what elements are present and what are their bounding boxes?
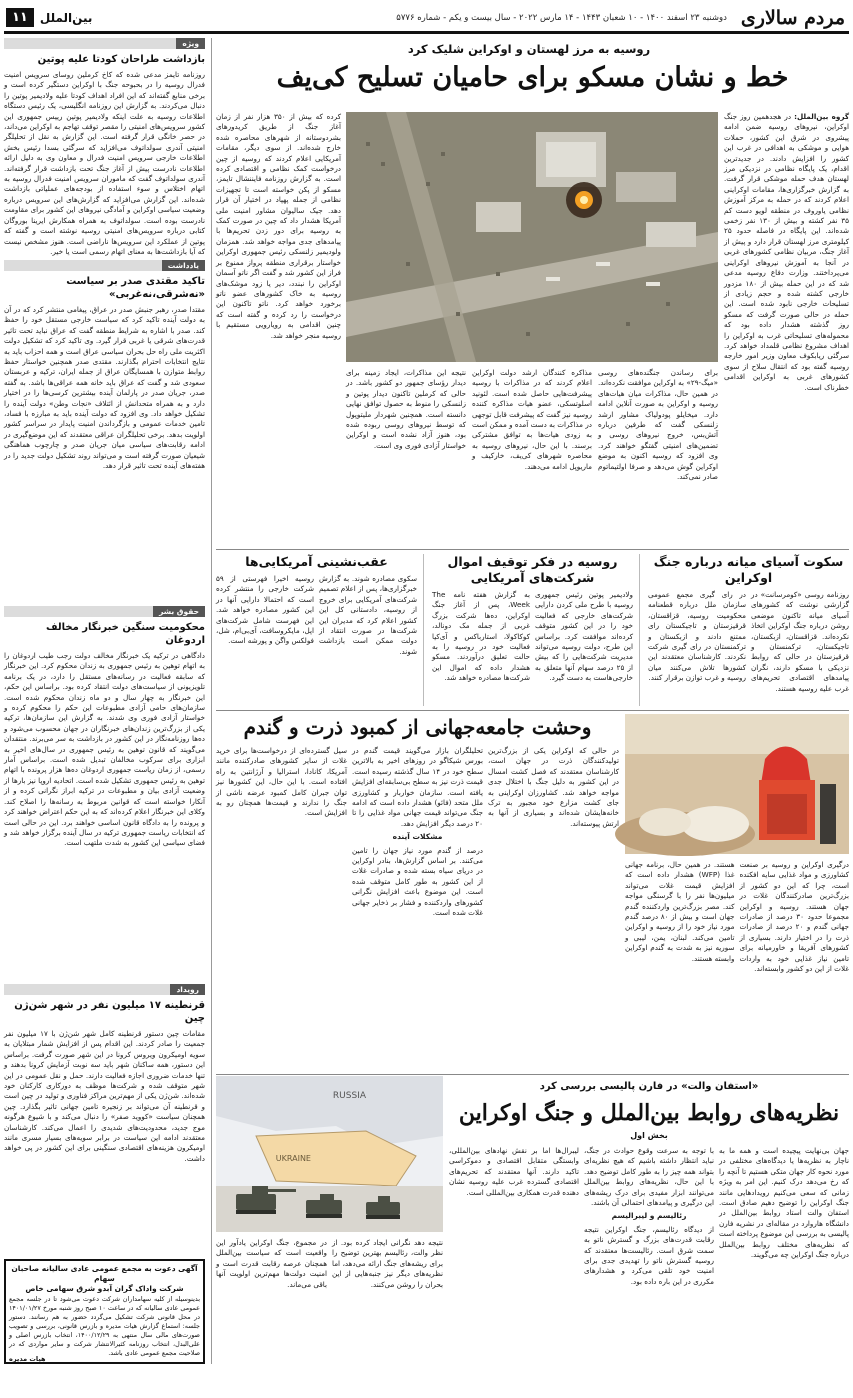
- article3-text: در حالی که اوکراین یکی از بزرگ‌ترین تولیدکنندگان ذرت در جهان است، کارشناسان معتقدند که فصل کشت امسال در این کشور به دلیل جنگ با اختلال جدی مواجه خواهد شد. کشاورزان اوکراینی به جای کشت مزارع خود مجبور به ترک خانه‌هایشان شده‌اند و بسیاری از آنها به ارتش پیوسته‌اند.: [488, 746, 619, 828]
- sidebar-title: بازداشت طراحان کودتا علیه پوتین: [37, 54, 205, 65]
- sidebar-block-event: [4, 984, 205, 1246]
- article1-text-under-3: نتیجه این مذاکرات، ایجاد زمینه برای دیدار رؤسای جمهور دو کشور باشد. در حالی که کرملین تاکنون دیدار پوتین و زلنسکی را منوط به حصول توافق نهایی دانسته است. همچنین شهردار ملیتوپول که توسط نیروهای روسی ربوده شده بود، هنوز آزاد نشده است و اوکراین خواستار آزادی فوری وی است.: [346, 368, 466, 450]
- notice-footer: هیات مدیره: [9, 1355, 46, 1363]
- sidebar-title: تاکید مقتدی صدر بر سیاست «نه‌شرقی،نه‌غربی»: [66, 276, 205, 300]
- article-text: سکوی مصادره شوند. به گزارش خبرگزاری‌ها، پس از اعلام تصمیم شرکت‌های آمریکایی برای خروج از روسیه، دادستانی کل این کشور اعلام کرد که مدیران این شرکت‌ها در صورت انتقاد از دولت ممکن است بازداشت شوند.: [319, 574, 417, 656]
- article-title: سکوت آسیای میانه درباره جنگ اوکراین: [653, 554, 844, 585]
- tag-bar: [4, 606, 205, 617]
- article1-under-photo: [346, 368, 718, 548]
- article3-text: هستند. در همین حال، برنامه جهانی غذا (WFP) هشدار داده است که افزایش قیمت غلات می‌تواند میلیون‌ها نفر را با گرسنگی مواجه کند. مصر بزرگ‌ترین واردکننده گندم جهان است و بیش از ۸۰ درصد گندم مورد نیاز خود را از روسیه و اوکراین تامین می‌کند. لبنان، یمن، لیبی و سوریه نیز به شدت به گندم اوکراین وابسته هستند.: [625, 860, 735, 963]
- sidebar-text: روزنامه تایمز مدعی شده که کاخ کرملین روسای سرویس امنیت فدرال روسیه را در بحبوحه جنگ با اوکراین دستگیر کرده است و برخی منابع گفته‌اند که این افراد اهداف کودتا علیه ولادیمیر پوتین را دنبال می‌کردند. به گزارش این روزنامه انگلیسی، یک رئیس دستگاه اطلاعات روسیه به علت اینکه ولادیمیر پوتین رییس جمهوری این کشور سرویس‌های امنیتی را مقصر توقف تهاجم به اوکراین می‌داند، در حصر خانگی قرار گرفته است. این گزارش به نقل از تحلیلگر امنیتی آندری سولداتوف می‌افزاید که سرگئی بسدا رئیس بخش اطلاعات خارجی سرویس امنیت فدرال و معاون وی به دلیل ارائه اطلاعات نادرست پیش از آغاز جنگ تحت بازداشت قرار گرفته‌اند. آندری سولداتوف گفت که ماموران سرویس امنیت فدرال روسیه به اتهام اختلاس و سوء استفاده از بودجه‌های عملیاتی بازداشت شده‌اند. این گزارش می‌افزاید که گزارش‌های این سرویس درباره وضعیت سیاسی اوکراین و آمادگی نیروهای این کشور برای مقاومت نادرست بوده است. سولداتوف به همراه همکارش ایرینا بوروگان کتابی درباره سرویس‌های امنیتی روسیه نوشته است و گفته که پوتین از عملکرد این سرویس‌ها ناراضی است. هنوز مشخص نیست که آیا بازداشت‌ها به معنای اتهام رسمی است یا خیر.: [4, 70, 205, 256]
- article4-kicker: «استفان والت» در فارن پالیسی بررسی کرد: [539, 1081, 759, 1092]
- notice-body: بدینوسیله از کلیه سهامداران شرکت دعوت می‌شود تا در جلسه مجمع عمومی عادی سالیانه که در ساعت ۱۰ صبح روز شنبه مورخ ۱۴۰۱/۰۱/۲۷ در محل قانونی شرکت تشکیل می‌گردد حضور به هم رسانند. دستور جلسه: استماع گزارش هیات مدیره و بازرس قانونی، بررسی و تصویب صورت‌های مالی سال منتهی به ۱۴۰۰/۱۲/۲۹، انتخاب بازرس اصلی و علی‌البدل، انتخاب روزنامه کثیرالانتشار شرکت و سایر مواردی که در صلاحیت مجمع عمومی عادی باشد.: [9, 1295, 200, 1357]
- shareholder-notice: [4, 1259, 205, 1364]
- article-title: عقب‌نشینی آمریکایی‌ها: [245, 554, 388, 569]
- ukraine-map-tanks-image: [216, 1076, 443, 1232]
- article3-title: وحشت جامعه‌جهانی از کمبود ذرت و گندم: [243, 715, 592, 739]
- map-label-ukraine: UKRAINE: [275, 1154, 311, 1163]
- sidebar: [4, 38, 212, 1364]
- divider: [216, 710, 849, 711]
- article4-text: نتیجه دهد نگرانی ایجاد کرده بود. از نظر والت، رئالیسم بهترین توضیح را برای ریشه‌های جنگ ارائه می‌دهد، اما نظریه‌های دیگر نیز جنبه‌هایی از این بحران را روشن می‌کنند.: [332, 1238, 443, 1289]
- article4-text: جهان بی‌نهایت پیچیده است و همه ما به ناچار به نظریه‌ها یا دیدگاه‌های مختلفی در مورد نحوه کار جهان متکی هستیم تا آنچه را که رخ می‌دهد درک کنیم. این امر به ویژه زمانی که سعی می‌کنیم رویدادهایی مانند جنگ اوکراین را توضیح دهیم صادق است. استفان والت استاد روابط بین‌الملل در دانشگاه هاروارد در مقاله‌ای در نشریه فارن پالیسی به بررسی این موضوع پرداخته است که نظریه‌های مختلف روابط بین‌الملل درباره جنگ اوکراین چه می‌گویند.: [719, 1146, 849, 1260]
- section-tag: رویداد: [170, 984, 205, 995]
- article4-subheading: رئالیسم و لیبرالیسم: [611, 1211, 687, 1221]
- article-text: به گزارش هفته نامه The Week، پس از آغاز جنگ اوکراین، ده‌ها شرکت بزرگ غربی از جمله مک دونالد، کوکاکولا، استارباکس و آی‌کیا فعالیت خود در روسیه را به حالت تعلیق درآوردند. مسکو هشدار داده که اموال این شرکت‌ها مصادره خواهد شد.: [432, 590, 530, 683]
- article1-column-left: کرده که بیش از ۳۵۰ هزار نفر از زمان آغاز جنگ از طریق کریدورهای بشردوستانه از شهرهای محاصره شده خارج شده‌اند. از سوی دیگر، مقامات آمریکایی اعلام کردند که روسیه از چین درخواست کمک نظامی و اقتصادی کرده است. به گزارش روزنامه فایننشال تایمز، مسکو از پکن خواسته است تا تجهیزات نظامی از جمله پهپاد در اختیار آن قرار دهد. جیک سالیوان مشاور امنیت ملی آمریکا هشدار داد که چین در صورت کمک به روسیه برای دور زدن تحریم‌ها با پیامدهای جدی مواجه خواهد شد. همزمان ولودیمیر زلنسکی رئیس جمهوری اوکراین خواستار برقراری منطقه پرواز ممنوع بر فراز این کشور شد و گفت اگر ناتو آسمان اوکراین را نبندد، دیر یا زود موشک‌های روسیه به خاک کشورهای عضو ناتو برخورد خواهد کرد. ناتو تاکنون این درخواست را رد کرده و گفته است که چنین اقدامی به رویارویی مستقیم با روسیه منجر خواهد شد.: [216, 112, 341, 340]
- sidebar-title: محکومیت سنگین خبرنگار مخالف اردوغان: [45, 622, 205, 646]
- article-title: روسیه در فکر توقیف اموال شرکت‌های آمریکایی: [447, 554, 618, 585]
- article1-kicker: روسیه به مرز لهستان و اوکراین شلیک کرد: [407, 42, 651, 56]
- sidebar-block-note: [4, 260, 205, 600]
- divider: [216, 1074, 849, 1075]
- article3-text: تحلیلگران بازار می‌گویند قیمت گندم در بورس شیکاگو در روزهای اخیر به بالاترین سطح خود در ۱۴ سال گذشته رسیده است. قیمت ذرت نیز به سطح بی‌سابقه‌ای افزایش یافته است. سازمان خواربار و کشاورزی ملل متحد (فائو) هشدار داده است که ادامه جنگ می‌تواند قیمت جهانی مواد غذایی را تا ۲۰ درصد دیگر افزایش دهد.: [352, 746, 483, 828]
- article3-body: [216, 746, 619, 1072]
- article-text: ولادیمیر پوتین رئیس جمهوری روسیه با طرح ملی کردن دارایی شرکت‌های خارجی که فعالیت خود را در این کشور متوقف کرده‌اند موافقت کرد. براساس این طرح، دولت روسیه می‌تواند مدیریت شرکت‌هایی را که بیش از ۲۵ درصد سهام آنها متعلق به خارجی‌هاست به دست گیرد.: [535, 590, 633, 683]
- article1-column-right: [724, 112, 849, 548]
- article3-text-with-subhead: [352, 746, 483, 1072]
- article-text: روسیه اخیرا فهرستی از ۵۹ شرکت خارجی را منتشر کرده است که احتمالا دارایی آنها در این کشور مصادره خواهد شد. این فهرست شامل شرکت‌های اپل، مایکروسافت، آی‌بی‌ام، شل، فولکس واگن و پورشه است.: [216, 574, 314, 646]
- article1-text-under-1: برای رساندن جنگنده‌های روسی «میگ-۲۹» به اوکراین موافقت نکرده‌اند. در همین حال، مذاکرات میان هیات‌های روسیه و اوکراین به صورت آنلاین ادامه دارد. میخایلو پودولیاک مشاور ارشد زلنسکی گفت که طرفین درباره آتش‌بس، خروج نیروهای روسی و تضمین‌های امنیتی گفتگو خواهند کرد. وی افزود که روسیه اکنون به موضع اوکراین گوش می‌دهد و صرفا اولتیماتوم صادر نمی‌کند.: [598, 368, 718, 482]
- tag-bar: [4, 260, 205, 271]
- article1-text-under-2: مذاکره کنندگان ارشد دولت اوکراین اعلام کردند که در مذاکرات با روسیه پیشرفت‌هایی حاصل شده است. لئونید اسلوتسکی، عضو هیات مذاکره کننده روسیه نیز گفت که پیشرفت قابل توجهی در مذاکرات به دست آمده و ممکن است به زودی هیات‌ها به توافق مشترکی برسند. با این حال، نیروهای روسیه به محاصره شهرهای کی‌یف، خارکیف و ماریوپل ادامه می‌دهند.: [472, 368, 592, 471]
- sidebar-text: مقامات چین دستور قرنطینه کامل شهر شن‌ژن با ۱۷ میلیون نفر جمعیت را صادر کردند. این اقدام پس از افزایش شمار مبتلایان به سویه اومیکرون ویروس کرونا در این شهر صورت گرفت. براساس این دستور، همه ساکنان شهر باید سه نوبت آزمایش کرونا بدهند و تنها خدمات ضروری اجازه فعالیت دارند. حمل و نقل عمومی در این شهر متوقف شده و شرکت‌ها موظف به دورکاری کارکنان خود شده‌اند. شن‌ژن یکی از مهم‌ترین مراکز فناوری و تولید در چین است و قرنطینه آن می‌تواند بر زنجیره تامین جهانی تاثیر بگذارد. چین همچنان سیاست «کووید صفر» را دنبال می‌کند و با شیوع هرگونه موج جدید، محدودیت‌های شدیدی را اعمال می‌کند. کارشناسان معتقدند ادامه این سیاست در برابر سویه‌های بسیار مسری مانند اومیکرون هزینه‌های اقتصادی سنگینی برای این کشور در پی خواهد داشت.: [4, 1029, 205, 1163]
- article4-body-left: [216, 1238, 443, 1398]
- article4-part-label: بخش اول: [630, 1131, 668, 1140]
- tag-bar: [4, 38, 205, 49]
- article-text: در رای گیری مجمع عمومی سازمان ملل درباره قطعنامه محکومیت روسیه، قزاقستان، قرقیزستان و تاجیکستان رای ممتنع دادند و ازبکستان و ترکمنستان در رای گیری شرکت نکردند. کارشناسان معتقدند این کشورها تلاش می‌کنند میان روسیه و غرب توازن برقرار کنند.: [648, 590, 746, 683]
- section-tag: حقوق بشر: [153, 606, 205, 617]
- page-number: ۱۱: [6, 8, 34, 27]
- article4-text-with-subhead: [584, 1146, 714, 1398]
- article1-title: خط و نشان مسکو برای حامیان تسلیح کی‌یف: [276, 62, 789, 93]
- notice-title: آگهی دعوت به مجمع عمومی عادی سالیانه صاحبان سهام: [11, 1264, 198, 1283]
- article3-subheading: مشکلات آینده: [392, 832, 443, 842]
- map-label-russia: RUSSIA: [332, 1091, 366, 1101]
- sidebar-block-human-rights: [4, 606, 205, 978]
- article-russia-seizure: [432, 554, 640, 706]
- article4-photo: [216, 1076, 443, 1232]
- article-us-retreat: [216, 554, 424, 706]
- article3-under-photo: [625, 860, 849, 1072]
- article3-photo: [625, 714, 849, 854]
- sidebar-title: قرنطینه ۱۷ میلیون نفر در شهر شن‌ژن چین: [14, 1000, 205, 1024]
- article3-text: سیل گسترده‌ای از درخواست‌ها برای خرید غلات از سایر کشورهای صادرکننده مانند آمریکا، کانادا، استرالیا و آرژانتین به راه افتاده است. با این حال، این کشورها نیز توان جبران کامل کمبود عرضه ناشی از جنگ را ندارند و قیمت‌ها همچنان رو به افزایش است.: [216, 746, 347, 818]
- section-name: بین‌الملل: [39, 10, 93, 25]
- woman-with-grain-image: [625, 714, 849, 854]
- row2-articles: [216, 554, 849, 706]
- section-tag: یادداشت: [162, 260, 205, 271]
- article1-lead: گروه بین‌الملل:: [794, 112, 849, 121]
- article1-text-right: در هجدهمین روز جنگ اوکراین، نیروهای روسیه ضمن ادامه پیشروی در شرق این کشور، حملات هوایی و موشکی به اهدافی در غرب این کشور را افزایش دادند. در جدیدترین اقدام، یک پایگاه نظامی در نزدیکی مرز لهستان هدف حمله موشکی قرار گرفت. به گزارش خبرگزاری‌ها، مقامات اوکراینی اعلام کردند که در حمله به مرکز آموزش نظامی یاوروف در منطقه لویو دست کم ۳۵ نفر کشته و بیش از ۱۳۰ نفر زخمی شده‌اند. این پایگاه در فاصله حدود ۲۵ کیلومتری مرز لهستان قرار دارد و پیش از آغاز جنگ، مربیان نظامی کشورهای غربی در آنجا به آموزش نیروهای اوکراینی می‌پرداختند. وزارت دفاع روسیه مدعی شد که در این حمله بیش از ۱۸۰ مزدور خارجی کشته شده و حجم زیادی از تسلیحات خارجی نابود شده است. این حمله در حالی صورت گرفت که مسکو روز گذشته هشدار داده بود که محموله‌های تسلیحاتی غرب به اوکراین را اهداف مشروع نظامی قلمداد خواهد کرد. سرگئی ریابکوف معاون وزیر امور خارجه روسیه گفته بود که انتقال سلاح از سوی کشورهای غربی به اوکراین اقدامی خطرناک است.: [724, 112, 849, 392]
- masthead: [4, 4, 849, 34]
- article4-text: با توجه به سرعت وقوع حوادث در جنگ، نباید انتظار داشته باشیم که هیچ نظریه‌ای بتواند همه چیز را به طور کامل توضیح دهد. با این حال، نظریه‌های روابط بین‌الملل می‌توانند ابزار مفیدی برای درک ریشه‌های این درگیری و پیامدهای احتمالی آن باشند.: [584, 1146, 714, 1208]
- sidebar-text: مقتدا صدر، رهبر جنبش صدر در عراق، پیغامی منتشر کرد که در آن به دولت آینده تاکید کرد که سیاست خارجی مستقل خود را حفظ کند. صدر با اشاره به شرایط منطقه گفت که عراق نباید تحت تاثیر قدرت‌های شرقی یا غربی قرار گیرد. وی تاکید کرد که تشکیل دولت اکثریت ملی راه حل بحران سیاسی عراق است و همه احزاب باید به نتایج انتخابات احترام بگذارند. مقتدی صدر همچنین خواستار حفظ روابط متوازن با همسایگان عراق از جمله ایران، ترکیه و عربستان سعودی شد و گفت که عراق باید خانه همه عراقی‌ها باشد. به گفته صدر، جریان صدر در پارلمان آینده بیشترین کرسی‌ها را در اختیار دارد و به همراه متحدانش از ائتلاف «نجات وطن» دولت آینده را تشکیل خواهد داد. وی افزود که دولت آینده باید به مبارزه با فساد، تامین خدمات عمومی و بازگرداندن امنیت پایدار در سراسر کشور اولویت بدهد. برخی تحلیلگران عراقی معتقدند که این موضع‌گیری در ادامه رقابت‌های سیاسی میان جریان صدر و چارچوب هماهنگی شیعیان صورت گرفته است و می‌تواند روند تشکیل دولت جدید را در هفته‌های آینده تحت تاثیر قرار دهد.: [4, 305, 205, 471]
- article4-text: در مجموع، جنگ اوکراین یادآور این واقعیت است که سیاست بین‌الملل همچنان عرصه رقابت قدرت است و امنیت دولت‌ها مهم‌ترین اولویت آنها باقی می‌ماند.: [216, 1238, 327, 1289]
- section-label: [4, 8, 92, 27]
- airbase-aerial-image: [346, 112, 718, 362]
- notice-subtitle: شرکت واداک گران آبدو شرق سهامی خاص: [25, 1284, 184, 1293]
- article4-title: نظریه‌های روابط بین‌الملل و جنگ اوکراین: [458, 1100, 840, 1126]
- sidebar-block-special: [4, 38, 205, 254]
- main-content: [216, 38, 849, 1364]
- article-text: روزنامه روسی «کومرسانت» در گزارشی نوشت که کشورهای آسیای میانه تاکنون موضعی روشن درباره جنگ اوکراین اتخاذ نکرده‌اند. قزاقستان، ازبکستان، تاجیکستان، ترکمنستان و قرقیزستان در حالی که روابط نزدیکی با مسکو دارند، نگران پیامدهای اقتصادی تحریم‌های غرب علیه روسیه هستند.: [751, 590, 849, 693]
- article4-body: [449, 1146, 849, 1398]
- divider: [216, 549, 849, 550]
- article3-text: درگیری اوکراین و روسیه بر صنعت کشاورزی و مواد غذایی سایه افکنده است، چرا که این دو کشور از بزرگ‌ترین صادرکنندگان غلات در جهان هستند. روسیه و اوکراین مجموعا حدود ۳۰ درصد از صادرات جهانی گندم و ۲۰ درصد از صادرات ذرت را در اختیار دارند. بسیاری از کشورهای آفریقا و خاورمیانه برای تامین نیاز غذایی خود به واردات غلات از این دو کشور وابسته‌اند.: [739, 860, 849, 974]
- dateline: دوشنبه ۲۳ اسفند ۱۴۰۰ - ۱۰ شعبان ۱۴۴۳ - ۱۴ مارس ۲۰۲۲ - سال بیست و یکم - شماره ۵۷۷۶: [396, 12, 727, 23]
- sidebar-text: دادگاهی در ترکیه یک خبرنگار مخالف دولت رجب طیب اردوغان را به اتهام توهین به رئیس جمهوری به زندان محکوم کرد. این خبرنگار که سابقه فعالیت در رسانه‌های مستقل را دارد، در یک برنامه تلویزیونی از سیاست‌های دولت انتقاد کرده بود. براساس این حکم، این خبرنگار به چهار سال و دو ماه زندان محکوم شده است. سازمان‌های حامی آزادی مطبوعات این حکم را محکوم کرده و خواستار آزادی فوری وی شدند. به گزارش این سازمان‌ها، ترکیه یکی از بزرگ‌ترین زندان‌های خبرنگاران در جهان محسوب می‌شود و ده‌ها روزنامه‌نگار در این کشور در بازداشت به سر می‌برند. منتقدان می‌گویند که قانون توهین به رئیس جمهوری در سال‌های اخیر به ابزاری برای سرکوب مخالفان تبدیل شده است. براساس آمار رسمی، از زمان ریاست جمهوری اردوغان ده‌ها هزار پرونده با اتهام توهین به رئیس جمهوری تشکیل شده است. اتحادیه اروپا نیز بارها از وضعیت آزادی بیان و مطبوعات در ترکیه ابراز نگرانی کرده و از آنکارا خواسته است که قوانین مربوط به رسانه‌ها را اصلاح کند. وکلای این خبرنگار اعلام کرده‌اند که به این حکم اعتراض خواهند کرد و پرونده را به دادگاه قانون اساسی خواهند برد. این در حالی است که انتخابات ریاست جمهوری ترکیه در سال آینده برگزار خواهد شد و فضای سیاسی این کشور به شدت ملتهب است.: [4, 651, 205, 848]
- tag-bar: [4, 984, 205, 995]
- article4-text: از دیدگاه رئالیسم، جنگ اوکراین نتیجه رقابت قدرت‌های بزرگ و گسترش ناتو به سمت شرق است. رئالیست‌ها معتقدند که روسیه گسترش ناتو را تهدیدی جدی برای امنیت خود تلقی می‌کرد و هشدارهای مکرری در این باره داده بود.: [584, 1224, 714, 1286]
- article3-text: درصد از گندم مورد نیاز جهان را تامین می‌کنند. بر اساس گزارش‌ها، بنادر اوکراین در دریای سیاه بسته شده و صادرات غلات از این کشور به طور کامل متوقف شده است. این موضوع باعث افزایش نگرانی کشورهای واردکننده و فشار بر ذخایر جهانی غلات شده است.: [352, 845, 483, 918]
- article-central-asia: [648, 554, 849, 706]
- article4-text: لیبرال‌ها اما بر نقش نهادهای بین‌المللی، وابستگی متقابل اقتصادی و دموکراسی تاکید دارند. آنها معتقدند که تحریم‌های اقتصادی گسترده غرب علیه روسیه نشان دهنده قدرت همکاری بین‌المللی است.: [449, 1146, 579, 1197]
- section-tag: ویژه: [176, 38, 205, 49]
- newspaper-brand: مردم سالاری: [740, 6, 845, 29]
- article1-photo: [346, 112, 718, 362]
